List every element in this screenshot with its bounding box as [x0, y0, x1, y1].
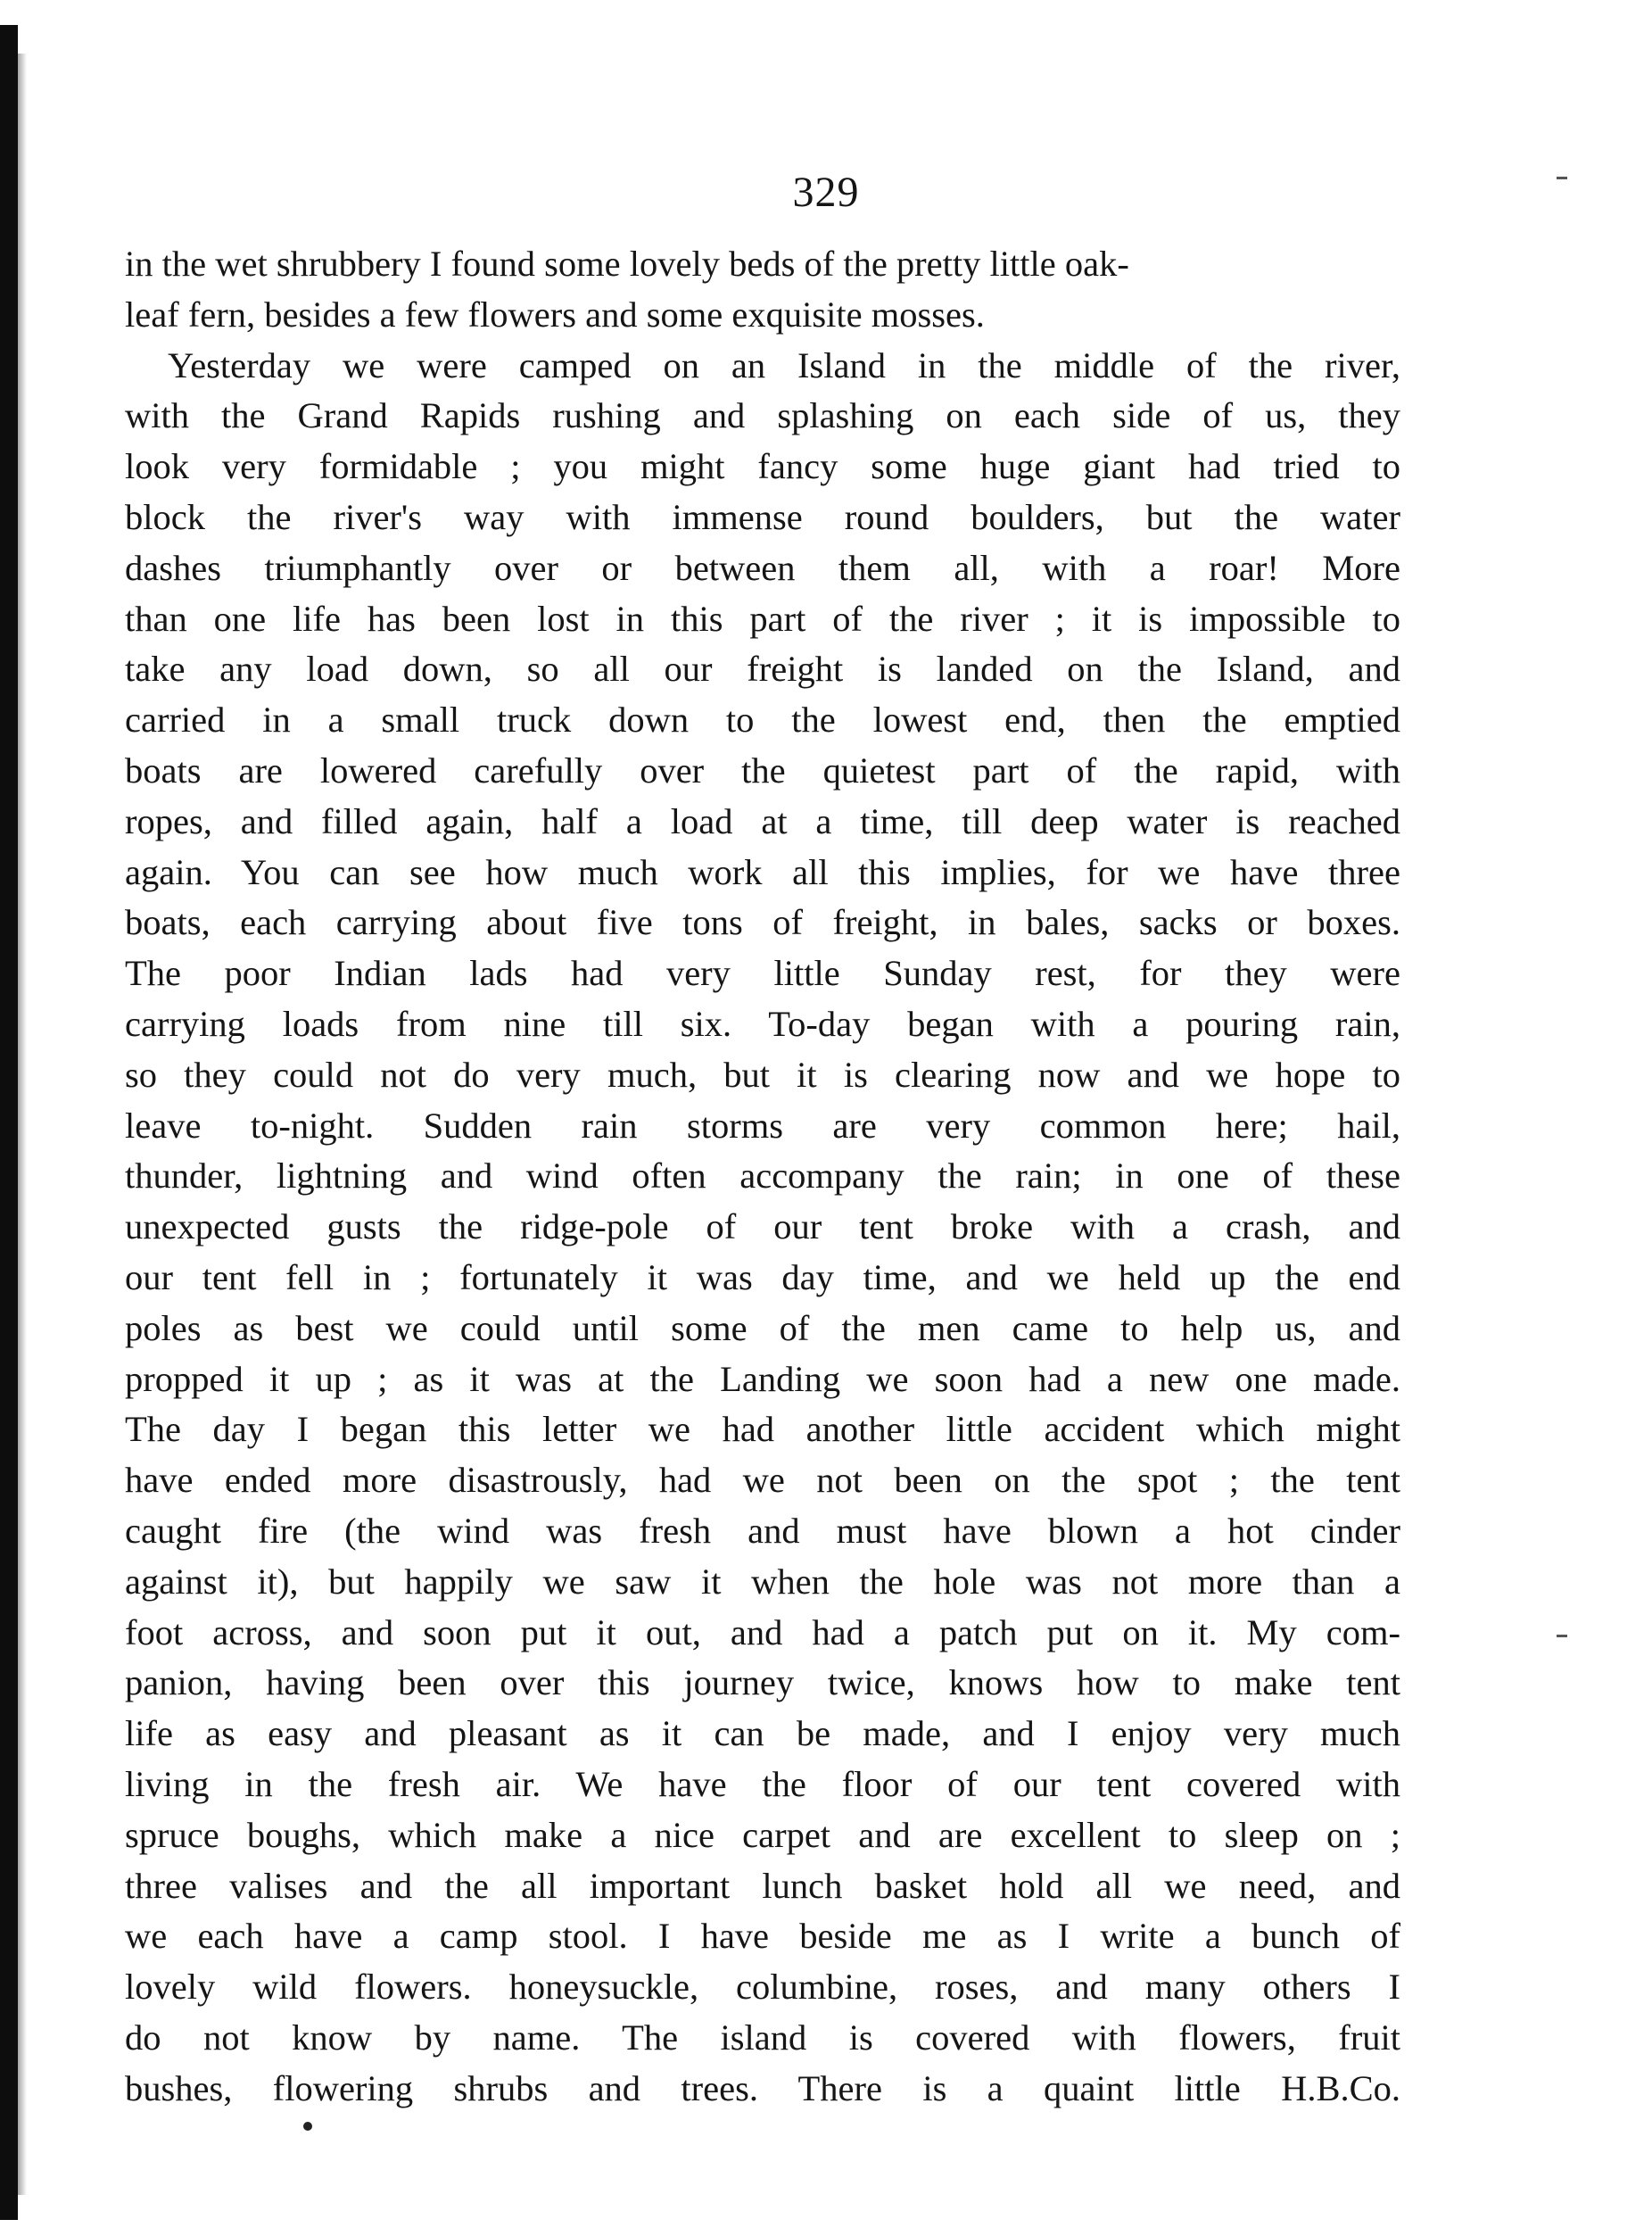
text-line: with the Grand Rapids rushing and splashing on each side of us, they	[125, 395, 1400, 436]
text-line: lovely wild flowers. honeysuckle, columbine, roses, and many others I	[125, 1967, 1400, 2008]
text-line: we each have a camp stool. I have beside me as I write a bunch of	[125, 1916, 1400, 1957]
text-line: boats are lowered carefully over the quietest part of the rapid, with	[125, 749, 1400, 791]
text-line: than one life has been lost in this part of the river ; it is impossible to	[125, 598, 1400, 639]
text-line: three valises and the all important lunch basket hold all we need, and	[125, 1865, 1400, 1906]
text-line: dashes triumphantly over or between them all, with a roar! More	[125, 547, 1400, 588]
text-line: our tent fell in ; fortunately it was day time, and we held up the end	[125, 1256, 1400, 1297]
text-line: The poor Indian lads had very little Sunday rest, for they were	[125, 953, 1400, 994]
page-binding-shadow	[18, 54, 27, 2195]
text-line: panion, having been over this journey twice, knows how to make tent	[125, 1662, 1400, 1703]
text-line: living in the fresh air. We have the floor of our tent covered with	[125, 1763, 1400, 1804]
text-line: in the wet shrubbery I found some lovely beds of the pretty little oak-	[125, 244, 1129, 284]
text-line: caught fire (the wind was fresh and must have blown a hot cinder	[125, 1510, 1400, 1551]
text-line: boats, each carrying about five tons of freight, in bales, sacks or boxes.	[125, 902, 1400, 943]
text-line: look very formidable ; you might fancy some huge giant had tried to	[125, 446, 1400, 487]
text-line: The day I began this letter we had another little accident which might	[125, 1409, 1400, 1450]
page-number: 329	[792, 169, 860, 216]
text-line: against it), but happily we saw it when the hole was not more than a	[125, 1561, 1400, 1602]
text-line: carrying loads from nine till six. To-day began with a pouring rain,	[125, 1003, 1400, 1044]
text-line: carried in a small truck down to the lowest end, then the emptied	[125, 700, 1400, 741]
text-line: take any load down, so all our freight is landed on the Island, and	[125, 649, 1400, 690]
body-text	[125, 239, 1400, 2114]
text-line: again. You can see how much work all this implies, for we have three	[125, 851, 1400, 892]
text-line: leaf fern, besides a few flowers and some exquisite mosses.	[125, 294, 985, 335]
margin-mark	[1557, 177, 1567, 179]
page-binding-edge	[0, 25, 18, 2220]
text-line: propped it up ; as it was at the Landing we soon had a new one made.	[125, 1358, 1400, 1399]
text-line: foot across, and soon put it out, and had a patch put on it. My com-	[125, 1611, 1400, 1652]
text-line: have ended more disastrously, had we not been on the spot ; the tent	[125, 1460, 1400, 1501]
margin-mark	[1557, 1635, 1567, 1637]
text-line: poles as best we could until some of the men came to help us, and	[125, 1307, 1400, 1348]
text-line: unexpected gusts the ridge-pole of our tent broke with a crash, and	[125, 1206, 1400, 1247]
stray-dot	[303, 2122, 312, 2131]
text-line: ropes, and filled again, half a load at a time, till deep water is reached	[125, 800, 1400, 841]
text-line: so they could not do very much, but it is clearing now and we hope to	[125, 1054, 1400, 1095]
text-line: Yesterday we were camped on an Island in the middle of the river,	[168, 344, 1400, 385]
text-line: spruce boughs, which make a nice carpet and are excellent to sleep on ;	[125, 1814, 1400, 1855]
text-line: thunder, lightning and wind often accompany the rain; in one of these	[125, 1155, 1400, 1197]
text-line: bushes, flowering shrubs and trees. There is a quaint little H.B.Co.	[125, 2067, 1400, 2108]
text-line: block the river's way with immense round boulders, but the water	[125, 496, 1400, 537]
text-line: leave to-night. Sudden rain storms are very common here; hail,	[125, 1105, 1400, 1146]
text-line: life as easy and pleasant as it can be made, and I enjoy very much	[125, 1713, 1400, 1754]
text-line: do not know by name. The island is covered with flowers, fruit	[125, 2017, 1400, 2058]
